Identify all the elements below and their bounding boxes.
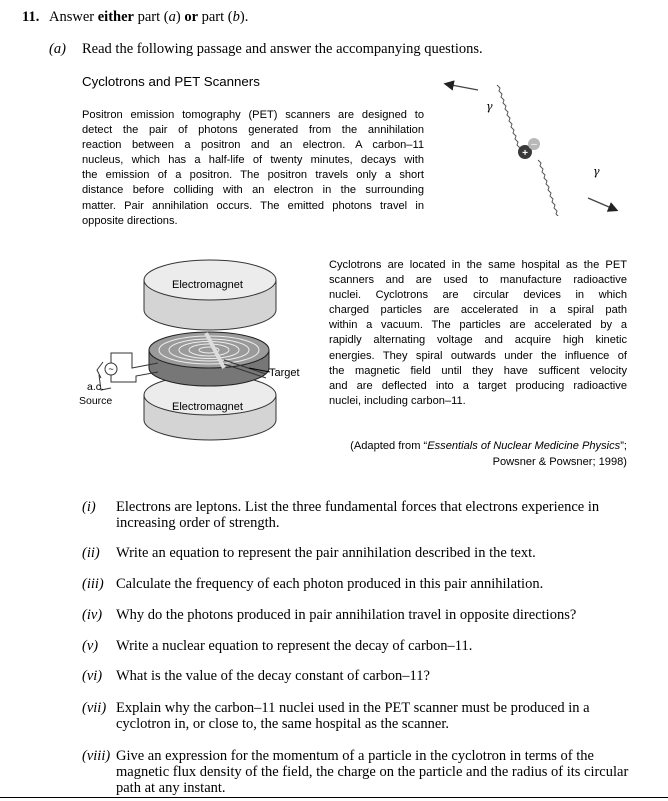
question-number: (viii) — [82, 748, 111, 764]
intro-text: ). — [239, 9, 249, 25]
passage-line: detect the pair of photons generated from the annihilation — [82, 124, 424, 137]
question-line: What is the value of the decay constant of carbon–11? — [116, 668, 430, 684]
passage-line: rapidly alternating voltage and acquire high kinetic — [329, 334, 627, 347]
ac-symbol: ~ — [108, 364, 114, 374]
question-line: Write an equation to represent the pair annihilation described in the text. — [116, 545, 536, 561]
question-text — [116, 700, 636, 732]
question-number: (iv) — [82, 607, 103, 623]
question-text — [116, 638, 636, 654]
passage-line: nucleus, which has a half-life of twenty minutes, decays with — [82, 154, 424, 167]
passage-paragraph-1 — [82, 108, 424, 229]
photon-wave-upper — [497, 85, 520, 148]
question-number: (i) — [82, 499, 96, 515]
question-text — [116, 576, 636, 592]
intro-a: a — [168, 9, 176, 25]
top-electromagnet — [144, 260, 276, 330]
question-intro — [49, 9, 248, 25]
ac-source-label-2: Source — [79, 395, 113, 407]
intro-text: Answer — [49, 9, 98, 25]
intro-b: b — [232, 9, 240, 25]
question-line: Electrons are leptons. List the three fundamental forces that electrons experience in — [116, 499, 600, 515]
question-line: increasing order of strength. — [116, 515, 280, 531]
passage-title: Cyclotrons and PET Scanners — [82, 74, 260, 89]
passage-line: scanners and are used to manufacture radioactive — [329, 274, 627, 287]
bottom-electromagnet-label: Electromagnet — [172, 401, 243, 413]
question-line: path at any instant. — [116, 780, 226, 796]
passage-line: the magnetic field until they have sufficent velocity — [329, 364, 627, 377]
question-text — [116, 545, 636, 561]
passage-line: and are deflected into a target producing radioactive — [329, 379, 627, 392]
question-line: Give an expression for the momentum of a particle in the cyclotron in terms of the — [116, 748, 594, 764]
passage-line: reaction between a positron and an electron. A carbon–11 — [82, 139, 424, 152]
passage-line: distance before colliding with an electron in the surrounding — [82, 184, 424, 197]
passage-line: nuclei. Cyclotrons are circular devices in which — [329, 289, 627, 302]
intro-text: part ( — [133, 9, 169, 25]
gamma-label-upper: γ — [486, 100, 493, 113]
passage-source — [300, 438, 627, 470]
passage-line: Cyclotrons are located in the same hospital as the PET — [329, 259, 627, 271]
intro-either: either — [97, 9, 134, 25]
question-line: Write a nuclear equation to represent the decay of carbon–11. — [116, 638, 473, 654]
intro-text: part ( — [198, 9, 233, 25]
intro-text: ) — [175, 9, 185, 25]
bottom-rule — [0, 797, 668, 798]
positron-sign: + — [522, 148, 528, 159]
question-text — [116, 607, 636, 623]
question-line: Explain why the carbon–11 nuclei used in the PET scanner must be produced in a — [116, 700, 590, 716]
gamma-label-lower: γ — [593, 165, 600, 178]
part-a-instruction: Read the following passage and answer the accompanying questions. — [82, 41, 483, 57]
passage-line: Positron emission tomography (PET) scanners are designed to — [82, 109, 424, 121]
question-text — [116, 499, 636, 531]
source-line-1 — [300, 438, 627, 454]
question-number: (iii) — [82, 576, 104, 592]
passage-paragraph-2 — [329, 258, 627, 409]
question-text — [116, 668, 636, 684]
photon-arrow-upper — [446, 84, 478, 90]
passage-line: nuclei, including carbon–11. — [329, 394, 466, 407]
question-line: Why do the photons produced in pair annihilation travel in opposite directions? — [116, 607, 577, 623]
source-line-2: Powsner & Powsner; 1998) — [492, 456, 627, 468]
part-a-label: (a) — [49, 41, 66, 57]
question-line: Calculate the frequency of each photon produced in this pair annihilation. — [116, 576, 544, 592]
top-electromagnet-label: Electromagnet — [172, 279, 243, 291]
ac-source-label-1: a.c. — [87, 381, 104, 393]
question-number: (v) — [82, 638, 99, 654]
passage-line: charged particles are accelerated in a spiral path — [329, 304, 627, 317]
passage-line: within a vacuum. The particles are accelerated by a — [329, 319, 627, 332]
source-book-title: Essentials of Nuclear Medicine Physics — [427, 440, 621, 452]
question-number: (ii) — [82, 545, 100, 561]
source-prefix: (Adapted from “ — [350, 440, 428, 452]
cyclotron-dees — [149, 332, 269, 386]
photon-wave-lower — [538, 160, 559, 216]
passage-line: energies. They spiral outwards under the influence of — [329, 349, 627, 362]
question-number: (vii) — [82, 700, 107, 716]
cyclotron-diagram — [74, 250, 314, 450]
question-line: magnetic flux density of the field, the charge on the particle and the radius of its circular — [116, 764, 629, 780]
passage-line: opposite directions. — [82, 214, 178, 227]
intro-or: or — [184, 9, 198, 25]
target-label: Target — [269, 367, 300, 379]
photon-arrow-lower — [588, 198, 616, 210]
question-text — [116, 748, 636, 796]
annihilation-diagram — [438, 80, 628, 216]
source-suffix: ”; — [620, 440, 627, 452]
question-number: 11. — [22, 9, 40, 25]
electron-sign: – — [531, 139, 537, 150]
passage-line: matter. Pair annihilation occurs. The emitted photons travel in — [82, 199, 424, 212]
question-line: cyclotron in, or close to, the same hospital as the scanner. — [116, 716, 450, 732]
question-number: (vi) — [82, 668, 103, 684]
passage-line: the emission of a positron. The positron travels only a short — [82, 169, 424, 182]
